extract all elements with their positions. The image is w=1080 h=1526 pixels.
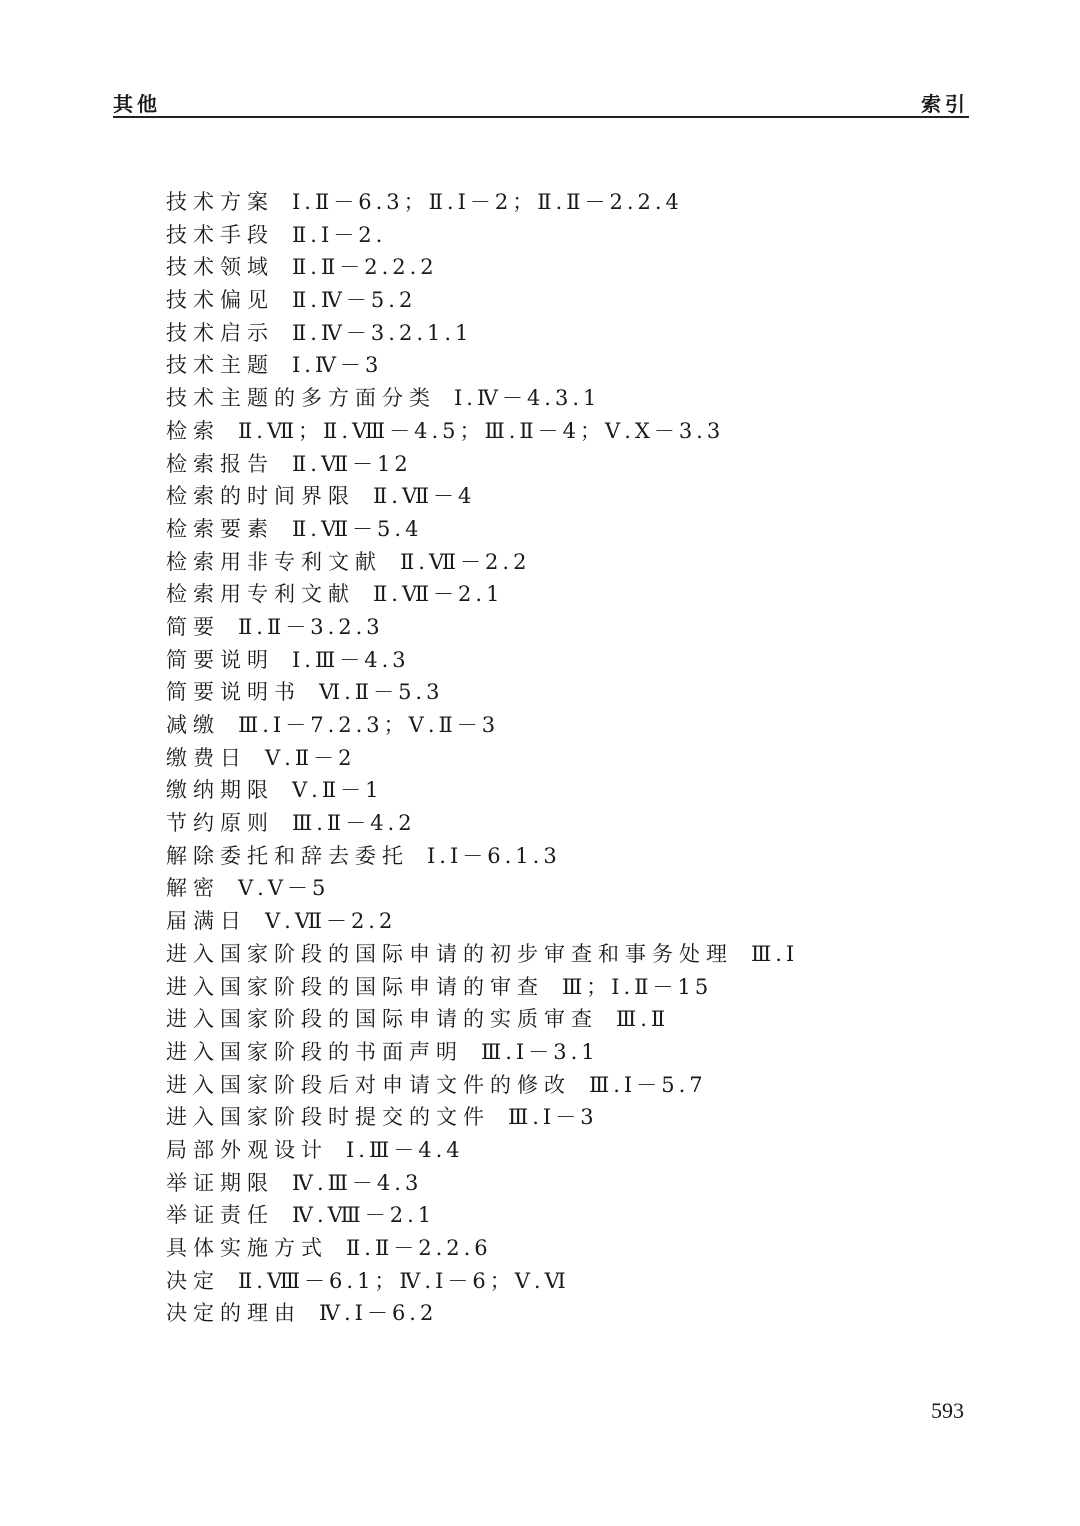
index-reference: Ⅳ.Ⅷ－2.1 [292,1203,436,1228]
index-entry [166,480,966,513]
index-reference: Ⅵ.Ⅱ－5.3 [319,680,444,705]
index-entry [166,1101,966,1134]
index-term: 技术方案 [166,190,274,214]
index-reference: Ⅰ.Ⅰ－6.1.3 [427,843,561,868]
index-reference: Ⅲ.Ⅰ－5.7 [589,1072,707,1097]
index-entry-list [166,186,966,1330]
index-reference: Ⅲ；Ⅰ.Ⅱ－15 [562,974,713,999]
index-term: 检索要素 [166,516,274,541]
index-term: 举证期限 [166,1170,274,1195]
index-term: 缴纳期限 [166,778,274,803]
index-entry [166,1167,966,1200]
index-reference: Ⅰ.Ⅲ－4.4 [346,1137,464,1162]
index-term: 届满日 [166,909,247,934]
index-entry [166,971,966,1004]
index-entry [166,1232,966,1265]
index-reference: Ⅲ.Ⅰ [751,941,799,966]
index-entry [166,872,966,905]
index-entry [166,676,966,709]
index-term: 决定的理由 [166,1301,301,1326]
index-term: 进入国家阶段的书面声明 [166,1039,463,1064]
index-reference: Ⅳ.Ⅰ－6.2 [319,1301,438,1326]
index-term: 节约原则 [166,811,274,836]
index-entry [166,251,966,284]
index-term: 简要说明 [166,647,274,672]
index-entry [166,742,966,775]
index-term: 检索用非专利文献 [166,549,382,574]
index-term: 技术手段 [166,222,274,247]
index-reference: Ⅱ.Ⅰ－2. [292,222,387,247]
index-reference: Ⅳ.Ⅲ－4.3 [292,1170,423,1195]
index-term: 简要说明书 [166,680,301,705]
index-reference: Ⅴ.Ⅱ－1 [292,778,383,803]
index-entry [166,513,966,546]
index-reference: Ⅱ.Ⅷ－6.1；Ⅳ.Ⅰ－6；Ⅴ.Ⅵ [238,1268,570,1293]
index-term: 简要 [166,614,220,639]
index-reference: Ⅱ.Ⅶ－5.4 [292,516,423,541]
index-reference: Ⅱ.Ⅱ－2.2.2 [292,255,438,280]
index-entry [166,317,966,350]
index-term: 进入国家阶段的国际申请的实质审查 [166,1007,598,1032]
index-entry [166,905,966,938]
index-term: 技术领域 [166,255,274,280]
index-term: 解除委托和辞去委托 [166,843,409,868]
index-reference: Ⅱ.Ⅳ－3.2.1.1 [292,320,473,345]
index-reference: Ⅲ.Ⅰ－3 [508,1105,598,1130]
index-term: 检索报告 [166,451,274,476]
index-term: 进入国家阶段的国际申请的审查 [166,974,544,999]
index-reference: Ⅱ.Ⅶ；Ⅱ.Ⅷ－4.5；Ⅲ.Ⅱ－4；Ⅴ.Ⅹ－3.3 [238,418,725,443]
index-entry [166,415,966,448]
index-entry [166,284,966,317]
index-entry [166,448,966,481]
index-reference: Ⅴ.Ⅶ－2.2 [265,909,397,934]
page-number: 593 [931,1398,964,1423]
index-entry [166,186,966,219]
index-term: 检索 [166,418,220,443]
index-reference: Ⅰ.Ⅱ－6.3；Ⅱ.Ⅰ－2；Ⅱ.Ⅱ－2.2.4 [292,190,683,214]
index-entry [166,546,966,579]
index-reference: Ⅴ.Ⅴ－5 [238,876,330,901]
index-term: 进入国家阶段时提交的文件 [166,1105,490,1130]
index-reference: Ⅱ.Ⅳ－5.2 [292,288,417,313]
index-term: 解密 [166,876,220,901]
index-entry [166,1134,966,1167]
index-term: 技术偏见 [166,288,274,313]
header-index-label: 索引 [921,92,969,116]
index-term: 局部外观设计 [166,1137,328,1162]
index-term: 举证责任 [166,1203,274,1228]
index-reference: Ⅲ.Ⅰ－7.2.3；Ⅴ.Ⅱ－3 [238,713,500,737]
index-term: 检索的时间界限 [166,484,355,509]
index-entry [166,1297,966,1330]
index-term: 进入国家阶段的国际申请的初步审查和事务处理 [166,941,733,966]
index-reference: Ⅱ.Ⅶ－2.1 [373,582,504,607]
index-reference: Ⅱ.Ⅱ－2.2.6 [346,1236,492,1260]
index-entry [166,382,966,415]
index-entry [166,578,966,611]
running-header [113,88,969,118]
index-entry [166,709,966,742]
index-entry [166,1069,966,1102]
index-reference: Ⅲ.Ⅰ－3.1 [481,1039,599,1064]
index-reference: Ⅱ.Ⅶ－12 [292,451,412,476]
index-term: 决定 [166,1268,220,1293]
index-entry [166,1003,966,1036]
index-reference: Ⅰ.Ⅳ－3 [292,353,383,378]
index-term: 技术启示 [166,320,274,345]
index-reference: Ⅴ.Ⅱ－2 [265,745,356,770]
index-entry [166,644,966,677]
index-entry [166,774,966,807]
index-reference: Ⅱ.Ⅶ－2.2 [400,549,531,574]
index-term: 具体实施方式 [166,1236,328,1260]
index-reference: Ⅰ.Ⅲ－4.3 [292,647,410,672]
header-section-title: 其他 [113,92,161,116]
index-term: 技术主题的多方面分类 [166,386,436,411]
index-term: 减缴 [166,713,220,737]
index-term: 技术主题 [166,353,274,378]
index-entry [166,1199,966,1232]
index-reference: Ⅱ.Ⅶ－4 [373,484,476,509]
index-entry [166,1265,966,1298]
index-entry [166,219,966,252]
index-entry [166,807,966,840]
index-entry [166,1036,966,1069]
index-reference: Ⅲ.Ⅱ [616,1007,670,1032]
index-reference: Ⅱ.Ⅱ－3.2.3 [238,614,384,639]
index-term: 缴费日 [166,745,247,770]
index-entry [166,611,966,644]
index-entry [166,349,966,382]
index-entry [166,938,966,971]
index-entry [166,840,966,873]
index-term: 进入国家阶段后对申请文件的修改 [166,1072,571,1097]
index-term: 检索用专利文献 [166,582,355,607]
index-reference: Ⅰ.Ⅳ－4.3.1 [454,386,601,411]
index-reference: Ⅲ.Ⅱ－4.2 [292,811,416,836]
